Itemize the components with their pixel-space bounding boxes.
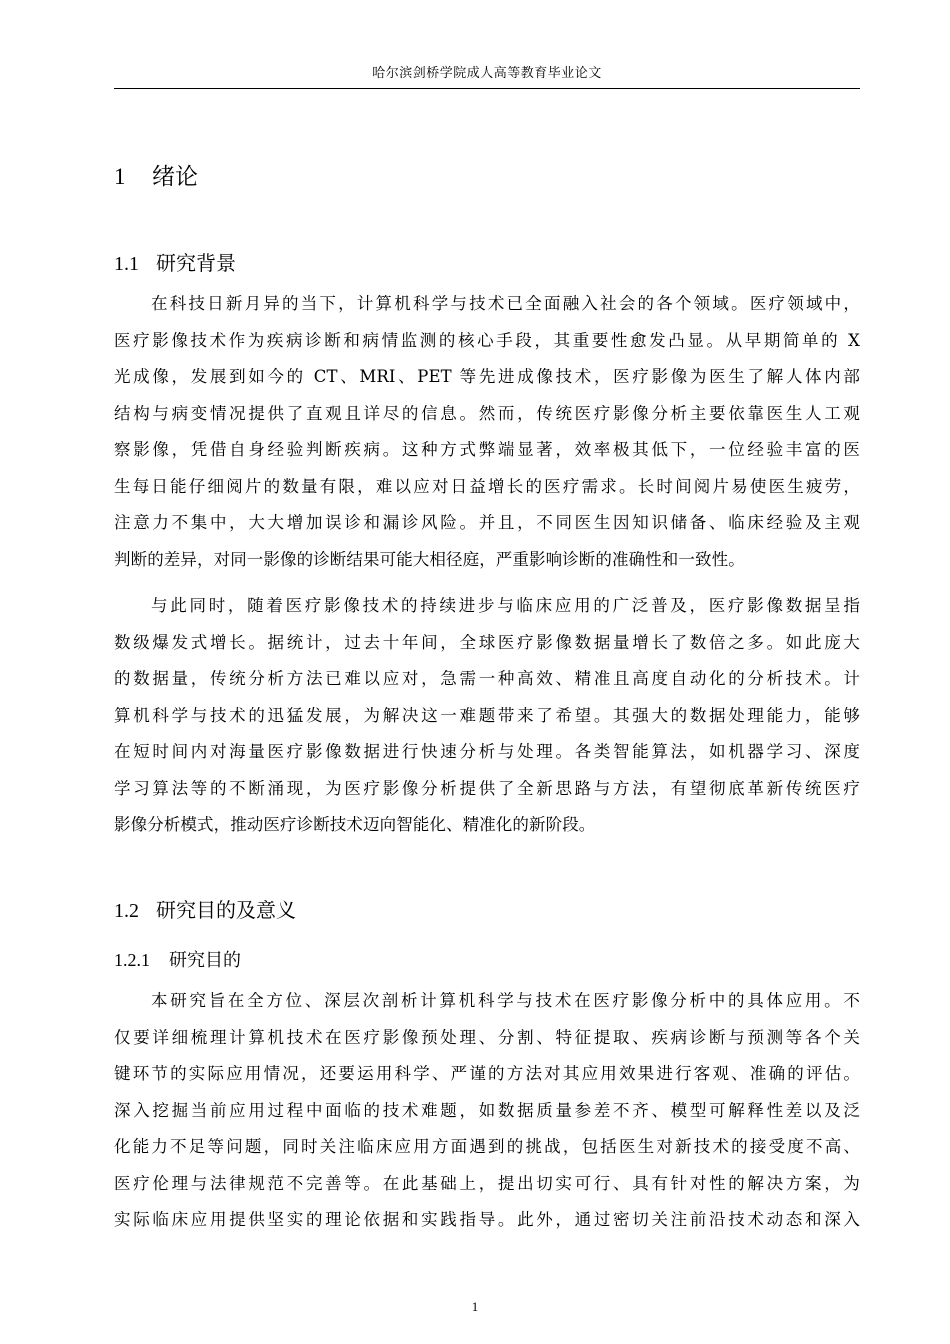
section-heading-1-2 bbox=[114, 895, 296, 926]
section-number: 1.1 bbox=[114, 253, 139, 275]
paragraph-line: 键环节的实际应用情况，还要运用科学、严谨的方法对其应用效果进行客观、准确的评估。 bbox=[114, 1064, 860, 1083]
paragraph-line: 生每日能仔细阅片的数量有限，难以应对日益增长的医疗需求。长时间阅片易使医生疲劳， bbox=[114, 476, 860, 496]
subsection-heading-1-2-1 bbox=[114, 946, 241, 975]
section-title: 研究目的及意义 bbox=[156, 898, 296, 922]
paragraph-line: 影像分析模式，推动医疗诊断技术迈向智能化、精准化的新阶段。 bbox=[114, 815, 596, 834]
section-number: 1.2 bbox=[114, 900, 139, 922]
paragraph-line: 与此同时，随着医疗影像技术的持续进步与临床应用的广泛普及，医疗影像数据呈指 bbox=[151, 596, 860, 615]
paragraph-line: 化能力不足等问题，同时关注临床应用方面遇到的挑战，包括医生对新技术的接受度不高、 bbox=[114, 1137, 860, 1156]
subsection-number: 1.2.1 bbox=[114, 950, 150, 970]
paragraph-line: 医疗伦理与法律规范不完善等。在此基础上，提出切实可行、具有针对性的解决方案，为 bbox=[114, 1173, 860, 1193]
paragraph-line: 在短时间内对海量医疗影像数据进行快速分析与处理。各类智能算法，如机器学习、深度 bbox=[114, 742, 860, 761]
paragraph-line: 算机科学与技术的迅猛发展，为解决这一难题带来了希望。其强大的数据处理能力，能够 bbox=[114, 705, 860, 725]
paragraph-line: 本研究旨在全方位、深层次剖析计算机科学与技术在医疗影像分析中的具体应用。不 bbox=[151, 991, 860, 1010]
paragraph-background-2 bbox=[114, 588, 860, 844]
paragraph-line: 的数据量，传统分析方法已难以应对，急需一种高效、精准且高度自动化的分析技术。计 bbox=[114, 669, 860, 688]
paragraph-line: 医疗影像技术作为疾病诊断和病情监测的核心手段，其重要性愈发凸显。从早期简单的 X bbox=[114, 330, 860, 350]
chapter-title: 绪论 bbox=[152, 164, 198, 190]
header-rule bbox=[114, 88, 860, 89]
chapter-number: 1 bbox=[114, 164, 126, 189]
paragraph-line: 结构与病变情况提供了直观且详尽的信息。然而，传统医疗影像分析主要依靠医生人工观 bbox=[114, 403, 860, 423]
paragraph-line: 实际临床应用提供坚实的理论依据和实践指导。此外，通过密切关注前沿技术动态和深入 bbox=[114, 1210, 860, 1229]
paragraph-background-1 bbox=[114, 286, 860, 578]
paragraph-line: 光成像，发展到如今的 CT、MRI、PET 等先进成像技术，医疗影像为医生了解人体内部 bbox=[114, 367, 860, 386]
paragraph-line: 判断的差异，对同一影像的诊断结果可能大相径庭，严重影响诊断的准确性和一致性。 bbox=[114, 549, 745, 569]
section-heading-1-1 bbox=[114, 248, 236, 279]
page-number: 1 bbox=[471, 1299, 479, 1314]
chapter-heading bbox=[114, 160, 198, 194]
paragraph-line: 注意力不集中，大大增加误诊和漏诊风险。并且，不同医生因知识储备、临床经验及主观 bbox=[114, 513, 860, 532]
paragraph-line: 在科技日新月异的当下，计算机科学与技术已全面融入社会的各个领域。医疗领域中， bbox=[151, 294, 860, 313]
paragraph-line: 数级爆发式增长。据统计，过去十年间，全球医疗影像数据量增长了数倍之多。如此庞大 bbox=[114, 632, 860, 652]
paragraph-line: 仅要详细梳理计算机技术在医疗影像预处理、分割、特征提取、疾病诊断与预测等各个关 bbox=[114, 1027, 860, 1047]
paragraph-purpose-1 bbox=[114, 983, 860, 1239]
paragraph-line: 深入挖掘当前应用过程中面临的技术难题，如数据质量参差不齐、模型可解释性差以及泛 bbox=[114, 1100, 860, 1120]
section-title: 研究背景 bbox=[156, 251, 236, 275]
running-header: 哈尔滨剑桥学院成人高等教育毕业论文 bbox=[372, 66, 602, 81]
paragraph-line: 学习算法等的不断涌现，为医疗影像分析提供了全新思路与方法，有望彻底革新传统医疗 bbox=[114, 778, 860, 798]
subsection-title: 研究目的 bbox=[169, 950, 241, 971]
paragraph-line: 察影像，凭借自身经验判断疾病。这种方式弊端显著，效率极其低下，一位经验丰富的医 bbox=[114, 440, 860, 459]
